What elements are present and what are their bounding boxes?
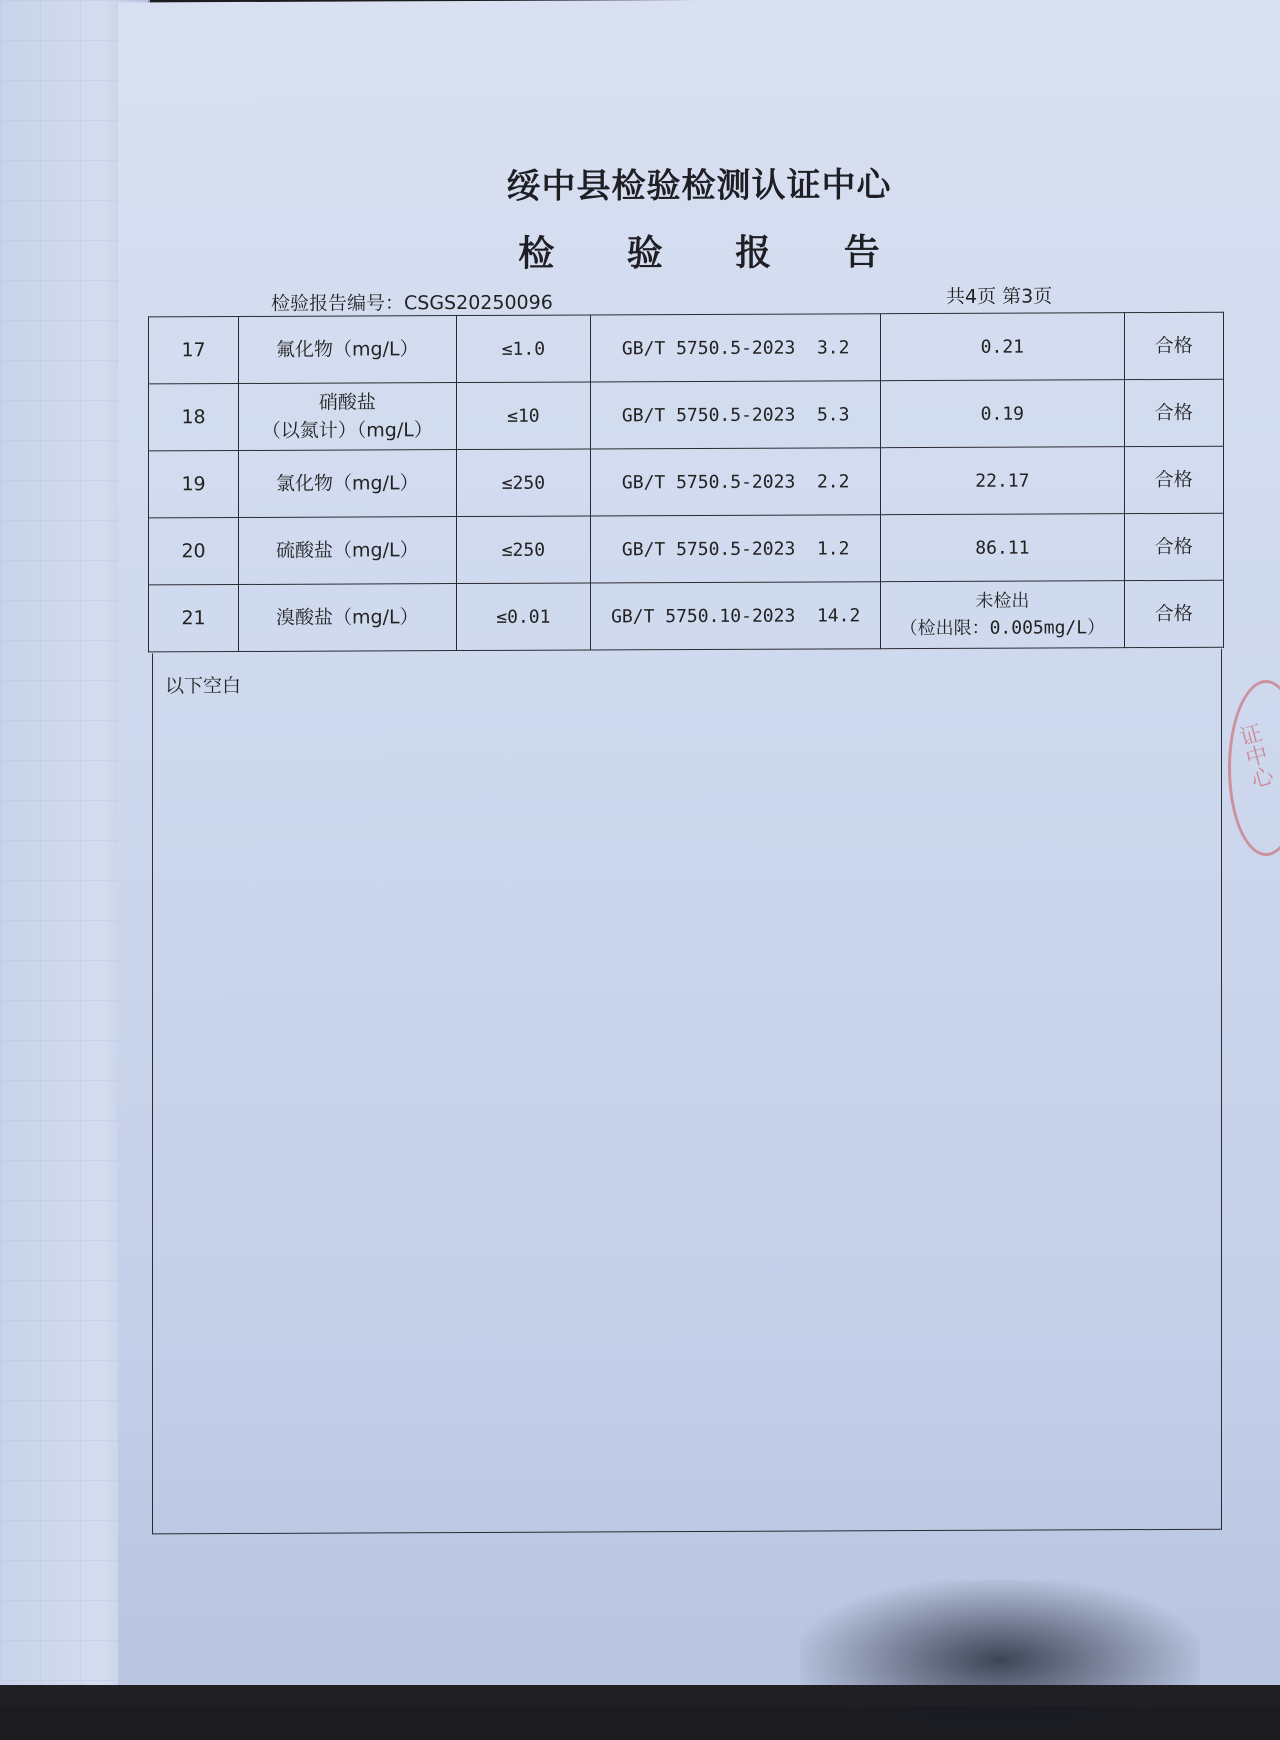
table-row [149,513,1224,585]
verdict [1124,379,1223,446]
limit-value-line: ≤10 [507,405,540,427]
blank-area [152,649,1222,1535]
test-method [591,582,881,650]
test-item-line: 溴酸盐（mg/L） [276,605,419,629]
test-item-line: 氯化物（mg/L） [276,471,419,495]
row-number [149,451,239,518]
row-number-line: 21 [181,606,206,630]
limit-value-line: ≤0.01 [496,606,551,628]
test-result-line: （检出限：0.005mg/L） [899,617,1106,640]
limit-value [456,449,591,517]
test-item [239,584,456,652]
test-result-line: 86.11 [975,537,1030,559]
seal-text: 证中心 [1233,720,1276,792]
report-page [118,0,1280,1693]
test-result-line: 22.17 [975,470,1030,492]
row-number-line: 18 [181,405,206,429]
table-row [149,446,1224,518]
page-info: 共4页 第3页 [946,285,1053,308]
table-row [149,379,1224,451]
test-item [239,450,456,518]
verdict [1124,312,1223,379]
test-item [239,316,456,384]
test-item-line: 硫酸盐（mg/L） [276,538,419,562]
verdict-line: 合格 [1154,535,1193,558]
verdict-line: 合格 [1154,334,1193,357]
verdict [1124,513,1223,580]
test-method-line: GB/T 5750.5-2023 5.3 [621,403,850,426]
limit-value-line: ≤1.0 [501,338,546,360]
test-method-line: GB/T 5750.5-2023 3.2 [621,336,850,359]
test-result [881,514,1124,582]
test-item-line: 硝酸盐 [318,390,376,414]
blank-note: 以下空白 [165,674,242,698]
limit-value [456,516,591,584]
test-item-line: 氟化物（mg/L） [276,337,419,361]
verdict-line: 合格 [1154,602,1193,625]
org-name: 绥中县检验检测认证中心 [506,165,892,207]
test-method-line: GB/T 5750.5-2023 1.2 [621,537,850,560]
test-item [239,517,456,585]
test-method-line: GB/T 5750.10-2023 14.2 [611,604,861,627]
verdict-line: 合格 [1154,401,1193,424]
results-table [148,312,1224,653]
row-number-line: 17 [181,338,206,362]
limit-value-line: ≤250 [501,472,546,494]
row-number [149,317,239,384]
row-number-line: 19 [181,472,206,496]
row-number [149,384,239,451]
test-method [591,314,881,382]
limit-value-line: ≤250 [501,539,546,561]
report-number: 检验报告编号：CSGS20250096 [271,291,553,315]
test-result-line: 未检出 [975,590,1030,612]
test-method [591,515,881,583]
desk-edge [0,1685,1280,1707]
test-item-line: （以氮计）（mg/L） [261,419,433,442]
row-number [149,518,239,585]
test-result [881,581,1124,649]
test-result-line: 0.19 [980,403,1025,425]
doc-title: 检 验 报 告 [518,232,910,275]
verdict [1124,446,1223,513]
test-item [239,383,456,451]
verdict [1124,580,1223,647]
test-result [881,380,1124,448]
test-result-line: 0.21 [980,336,1025,358]
table-row [149,312,1224,384]
test-result [881,447,1124,515]
test-method [591,448,881,516]
table-row [149,580,1224,652]
limit-value [456,315,591,383]
test-method-line: GB/T 5750.5-2023 2.2 [621,470,850,493]
limit-value [456,382,591,450]
limit-value [456,583,591,651]
row-number [149,585,239,652]
hand-shadow [800,1580,1200,1740]
test-method [591,381,881,449]
test-result [881,313,1124,381]
results-table-body [149,312,1224,652]
verdict-line: 合格 [1154,468,1193,491]
row-number-line: 20 [181,539,206,563]
